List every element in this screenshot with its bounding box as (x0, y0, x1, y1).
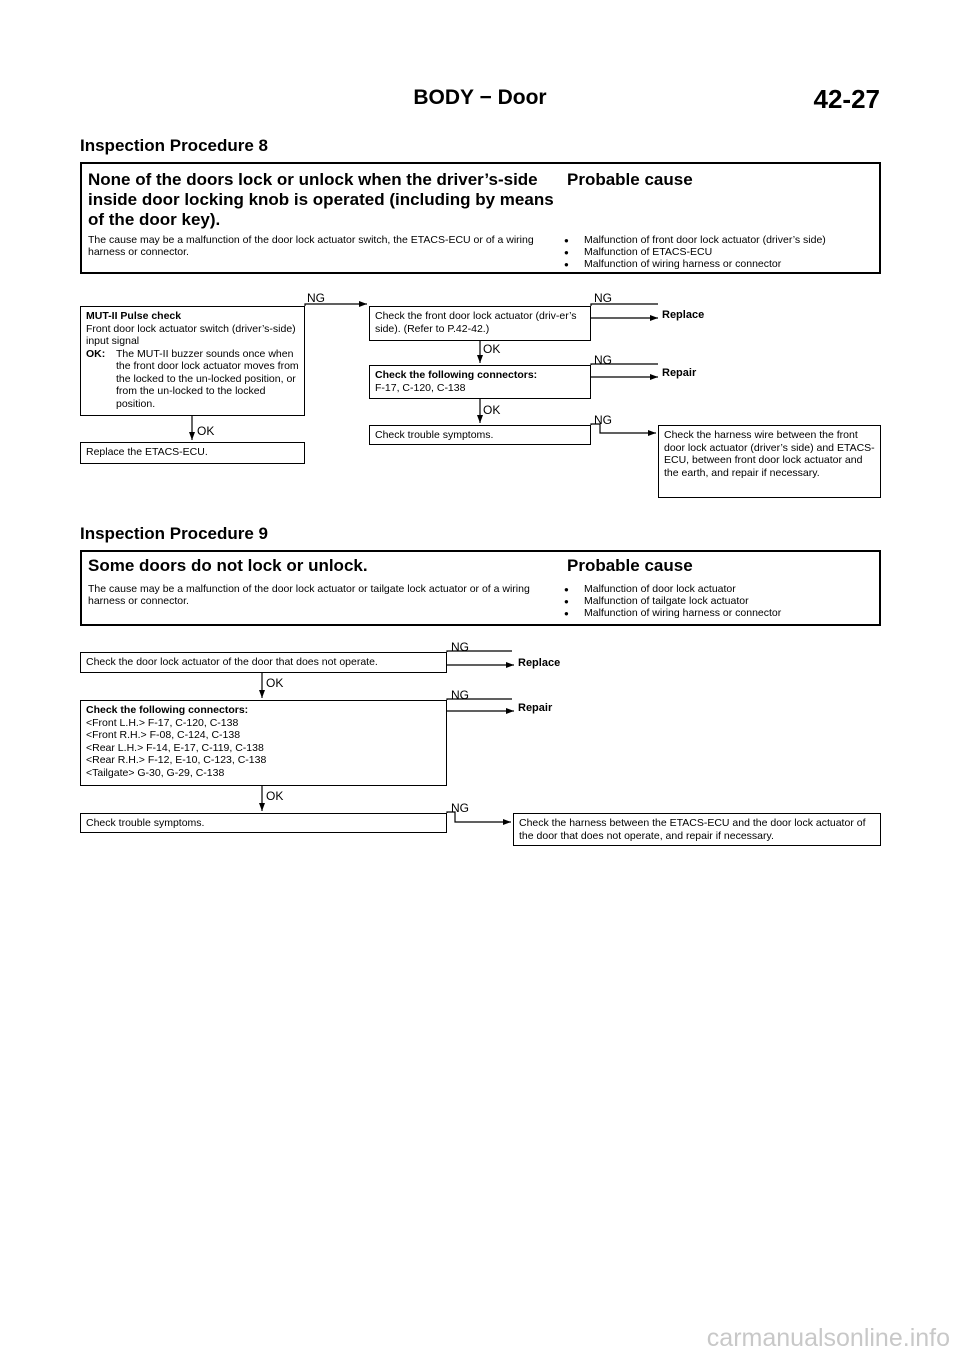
check-actuator-text: Check the front door lock actuator (driv-er’s side). (Refer to P.42-42.) (375, 310, 577, 335)
connector-line: <Front R.H.> F-08, C-124, C-138 (86, 729, 241, 741)
harness-check-text: Check the harness wire between the front door lock actuator (driver’s side) and ETACS-ECU, between front door lock actuator and the earth, and repair if necessary. (664, 429, 875, 479)
line-ng (447, 699, 512, 700)
check-connectors-title: Check the following connectors: (375, 369, 538, 381)
symptom-text: Some doors do not lock or unlock. (88, 556, 368, 575)
check-trouble-text: Check trouble symptoms. (375, 429, 494, 441)
line-ng (591, 364, 658, 365)
connector-line: <Rear R.H.> F-12, E-10, C-123, C-138 (86, 754, 267, 766)
repair-action: Repair (518, 702, 553, 714)
arrow-ng (591, 424, 656, 433)
cause-item: ● Malfunction of tailgate lock actuator (562, 595, 880, 607)
check-door-actuator-text: Check the door lock actuator of the door that does not operate. (86, 656, 378, 668)
mut-title: MUT-II Pulse check (86, 310, 182, 322)
page-number: 42-27 (813, 84, 880, 114)
check-connectors-title: Check the following connectors: (86, 704, 249, 716)
probable-cause-header: Probable cause (567, 556, 693, 575)
line-ng (447, 651, 512, 652)
cause-item: ● Malfunction of ETACS-ECU (562, 246, 880, 258)
arrow-ng (305, 304, 367, 306)
ng-label: NG (594, 353, 612, 367)
ng-label: NG (451, 801, 469, 815)
ok-label: OK (197, 424, 215, 438)
procedure-9-heading: Inspection Procedure 9 (80, 524, 268, 543)
ng-label: NG (307, 291, 325, 305)
repair-action: Repair (662, 367, 697, 379)
cause-item: ● Malfunction of front door lock actuator (driver’s side) (562, 234, 880, 246)
watermark: carmanualsonline.info (706, 1324, 950, 1352)
line-ng (591, 304, 658, 306)
ng-label: NG (594, 413, 612, 427)
ok-label: OK (266, 789, 284, 803)
cause-description: The cause may be a malfunction of the door lock actuator or tailgate lock actuator or of a wiring harness or connector. (88, 583, 530, 607)
ok-text: The MUT-II buzzer sounds once when the front door lock actuator moves from the locked to the un-locked position, or from the un-locked to the locked position. (116, 347, 299, 410)
ok-label: OK (483, 342, 501, 356)
replace-ecu-text: Replace the ETACS-ECU. (86, 446, 208, 458)
cause-item: ● Malfunction of door lock actuator (562, 583, 880, 595)
arrow-ng (447, 812, 511, 822)
ng-label: NG (594, 291, 612, 305)
page-title: BODY − Door (413, 86, 547, 109)
connector-line: <Front L.H.> F-17, C-120, C-138 (86, 716, 239, 729)
replace-action: Replace (518, 657, 561, 669)
connector-line: <Tailgate> G-30, G-29, C-138 (86, 766, 225, 779)
ng-label: NG (451, 640, 469, 654)
ok-label: OK (483, 403, 501, 417)
symptom-text: None of the doors lock or unlock when the driver’s-side inside door locking knob is operated (including by means of the door key). (88, 170, 554, 229)
connector-line: <Rear L.H.> F-14, E-17, C-119, C-138 (86, 741, 264, 754)
replace-action: Replace (662, 309, 705, 321)
check-trouble-text: Check trouble symptoms. (86, 817, 205, 829)
procedure-8-heading: Inspection Procedure 8 (80, 136, 268, 155)
cause-item: ● Malfunction of wiring harness or connector (562, 607, 880, 619)
cause-item: ● Malfunction of wiring harness or connector (562, 258, 880, 270)
ok-label: OK (266, 676, 284, 690)
harness-check-text: Check the harness between the ETACS-ECU and the door lock actuator of the door that does not operate, and repair if necessary. (519, 817, 866, 842)
cause-description: The cause may be a malfunction of the door lock actuator switch, the ETACS-ECU or of a wiring harness or connector. (88, 234, 534, 258)
check-connectors-list: F-17, C-120, C-138 (375, 381, 466, 394)
probable-cause-header: Probable cause (567, 170, 693, 189)
ok-key: OK: (86, 347, 106, 360)
ng-label: NG (451, 688, 469, 702)
mut-body: Front door lock actuator switch (driver’s-side) input signal (86, 322, 296, 347)
